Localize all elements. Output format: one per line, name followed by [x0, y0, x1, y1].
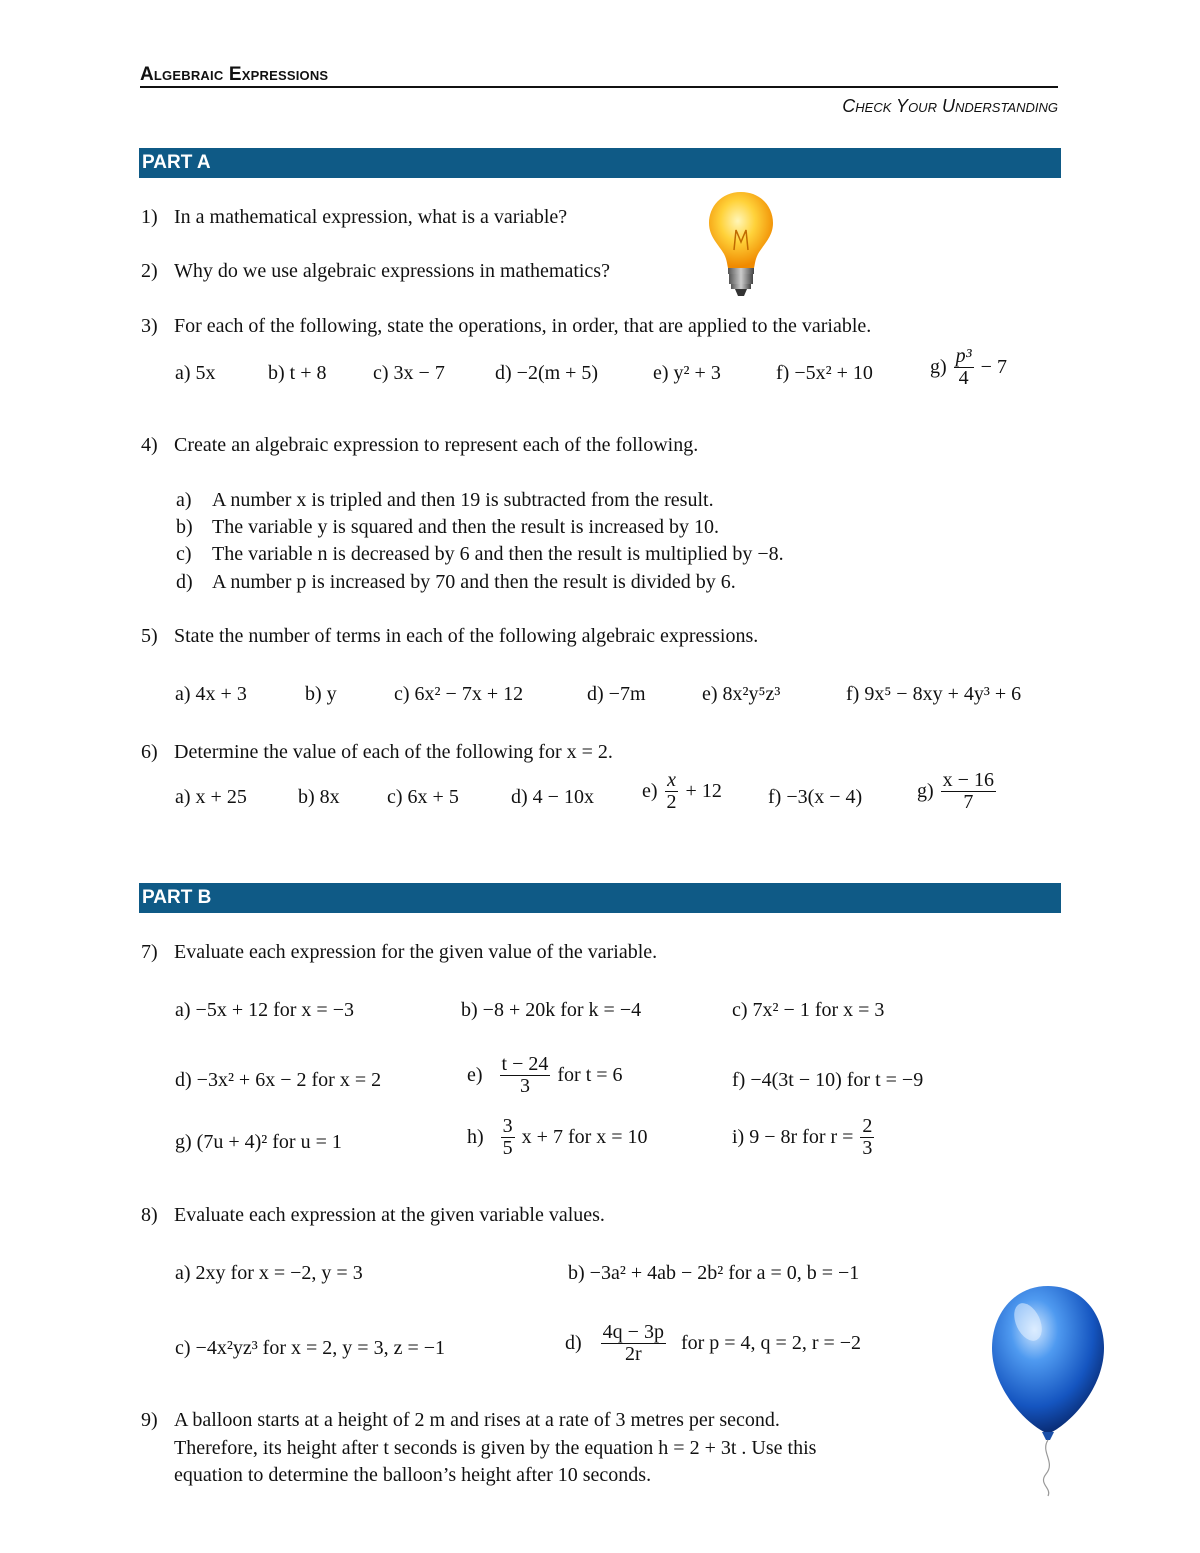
q8-item-b: b) −3a² + 4ab − 2b² for a = 0, b = −1	[568, 1262, 860, 1284]
q7-i-fraction: $\frac{2}{3}$	[862, 1115, 873, 1159]
q6-item-d: d) 4 − 10x	[511, 786, 594, 808]
q7-item-i: i) 9 − 8r for r = $\frac{2}{3}$	[732, 1115, 873, 1159]
q5-item-b: b) y	[305, 683, 337, 705]
q3-g-fraction: $\frac{\text{p³}}{4}$	[955, 345, 972, 389]
q5-item-c: c) 6x² − 7x + 12	[394, 683, 524, 705]
q7-item-d: d) −3x² + 6x − 2 for x = 2	[175, 1069, 382, 1091]
q6-g-fraction: $\frac{x - 16}{7}$	[942, 769, 994, 813]
q7-item-c: c) 7x² − 1 for x = 3	[732, 999, 885, 1021]
q8-item-c: c) −4x²yz³ for x = 2, y = 3, z = −1	[175, 1337, 445, 1359]
q7-e-fraction: $\frac{t - 24}{3}$	[501, 1053, 549, 1097]
q6-item-e: e) $\frac{x}{2}$ + 12	[642, 769, 722, 813]
q7-h-fraction: $\frac{3}{5}$	[502, 1115, 513, 1159]
page-header-subtitle: Check Your Understanding	[842, 96, 1058, 116]
q3-item-g: g) $\frac{\text{p³}}{4}$ − 7	[930, 345, 1007, 389]
question-9: 9) A balloon starts at a height of 2 m and rises at a rate of 3 metres per second. Therefore, its height after t seconds is given by the equation h = 2 + 3t . Use this equation to determine the balloon’s height after 10 seconds.	[141, 1409, 817, 1486]
q8-item-d: d) $\frac{4q - 3p}{2r}$ for p = 4, q = 2, r = −2	[565, 1321, 862, 1365]
q3-item-d: d) −2(m + 5)	[495, 362, 599, 384]
q3-item-e: e) y² + 3	[653, 362, 721, 384]
q7-item-f: f) −4(3t − 10) for t = −9	[732, 1069, 924, 1091]
q4-item-b: b) The variable y is squared and then the result is increased by 10.	[176, 516, 720, 538]
q3-item-f: f) −5x² + 10	[776, 362, 873, 384]
q5-item-d: d) −7m	[587, 683, 646, 705]
q6-item-f: f) −3(x − 4)	[768, 786, 863, 808]
light-bulb-icon	[706, 190, 776, 300]
q3-item-a: a) 5x	[175, 362, 216, 384]
q6-item-b: b) 8x	[298, 786, 340, 808]
part-b-label: PART B	[142, 887, 212, 908]
q3-item-c: c) 3x − 7	[373, 362, 445, 384]
q4-item-d: d) A number p is increased by 70 and then the result is divided by 6.	[176, 571, 736, 593]
part-a-label: PART A	[142, 152, 211, 173]
q6-e-fraction: $\frac{x}{2}$	[666, 769, 677, 813]
q5-item-f: f) 9x⁵ − 8xy + 4y³ + 6	[846, 683, 1022, 705]
q4-item-a: a) A number x is tripled and then 19 is subtracted from the result.	[176, 489, 714, 511]
q3-item-b: b) t + 8	[268, 362, 327, 384]
q6-item-g: g) $\frac{x - 16}{7}$	[917, 769, 994, 813]
page-header-title: Algebraic Expressions	[140, 64, 329, 85]
q4-item-c: c) The variable n is decreased by 6 and then the result is multiplied by −8.	[176, 543, 784, 565]
q7-item-b: b) −8 + 20k for k = −4	[461, 999, 642, 1021]
q7-item-a: a) −5x + 12 for x = −3	[175, 999, 354, 1021]
part-a-heading	[139, 148, 1061, 178]
part-b-heading	[139, 883, 1061, 913]
q7-item-e: e) $\frac{t - 24}{3}$ for t = 6	[467, 1053, 623, 1097]
q7-item-g: g) (7u + 4)² for u = 1	[175, 1131, 342, 1153]
balloon-icon	[988, 1282, 1108, 1497]
q6-item-c: c) 6x + 5	[387, 786, 459, 808]
q6-item-a: a) x + 25	[175, 786, 247, 808]
q5-item-a: a) 4x + 3	[175, 683, 247, 705]
header-rule	[140, 86, 1058, 88]
q8-item-a: a) 2xy for x = −2, y = 3	[175, 1262, 363, 1284]
q7-item-h: h) $\frac{3}{5}$ x + 7 for x = 10	[467, 1115, 648, 1159]
q5-item-e: e) 8x²y⁵z³	[702, 683, 781, 705]
q8-d-fraction: $\frac{4q - 3p}{2r}$	[602, 1321, 664, 1365]
